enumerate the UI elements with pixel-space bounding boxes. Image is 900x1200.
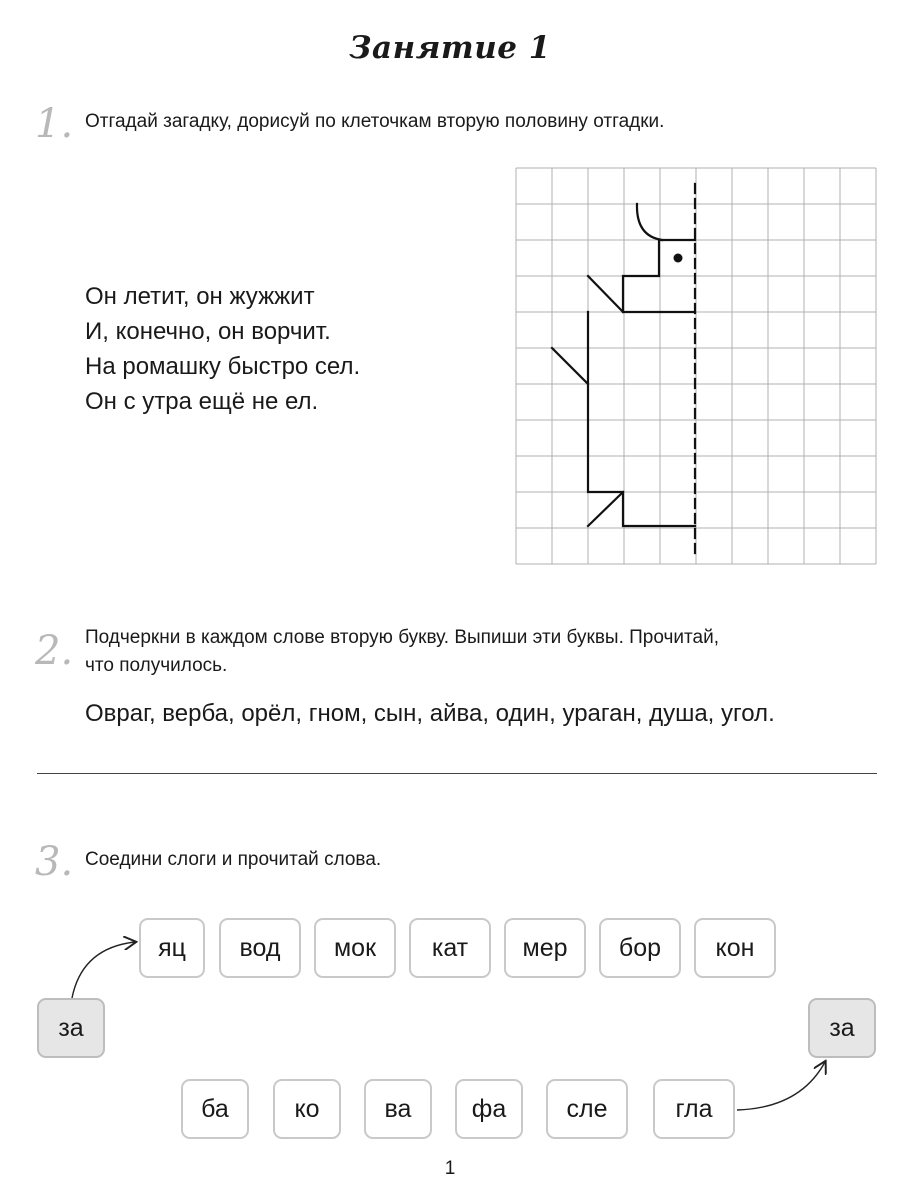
- riddle-line: Он летит, он жужжит: [85, 283, 315, 310]
- task-1-instruction: Отгадай загадку, дорисуй по клеточкам вторую половину отгадки.: [85, 111, 665, 132]
- task-2-instruction-line: Подчеркни в каждом слове вторую букву. Выпиши эти буквы. Прочитай,: [85, 627, 719, 648]
- task-1-number: 1.: [35, 101, 74, 147]
- syllable-chip[interactable]: кат: [409, 918, 491, 978]
- riddle-line: На ромашку быстро сел.: [85, 353, 361, 380]
- syllable-chip[interactable]: кон: [694, 918, 776, 978]
- syllable-chip[interactable]: гла: [653, 1079, 735, 1139]
- syllable-chip[interactable]: бор: [599, 918, 681, 978]
- riddle-line: И, конечно, он ворчит.: [85, 318, 331, 345]
- riddle-line: Он с утра ещё не ел.: [85, 388, 319, 415]
- task-3-number: 3.: [35, 839, 74, 885]
- syllable-chip[interactable]: ва: [364, 1079, 432, 1139]
- syllable-chip[interactable]: мок: [314, 918, 396, 978]
- arrow-from-bottom-row: [737, 1062, 825, 1110]
- task-2-instruction-line: что получилось.: [85, 655, 228, 676]
- task-3-instruction: Соедини слоги и прочитай слова.: [85, 849, 382, 870]
- syllable-chip[interactable]: мер: [504, 918, 586, 978]
- syllable-chip[interactable]: яц: [139, 918, 205, 978]
- syllable-chip[interactable]: вод: [219, 918, 301, 978]
- task-2-number: 2.: [35, 628, 74, 674]
- task-2-word-list: Овраг, верба, орёл, гном, сын, айва, один, ураган, душа, угол.: [85, 700, 775, 727]
- arrow-to-top-row: [72, 942, 135, 998]
- syllable-chip[interactable]: сле: [546, 1079, 628, 1139]
- start-syllable-right[interactable]: за: [808, 998, 876, 1058]
- syllable-chip[interactable]: ко: [273, 1079, 341, 1139]
- syllable-chip[interactable]: ба: [181, 1079, 249, 1139]
- syllable-chip[interactable]: фа: [455, 1079, 523, 1139]
- page-number: 1: [444, 1158, 456, 1179]
- start-syllable-left[interactable]: за: [37, 998, 105, 1058]
- page-title: Занятие 1: [349, 30, 551, 66]
